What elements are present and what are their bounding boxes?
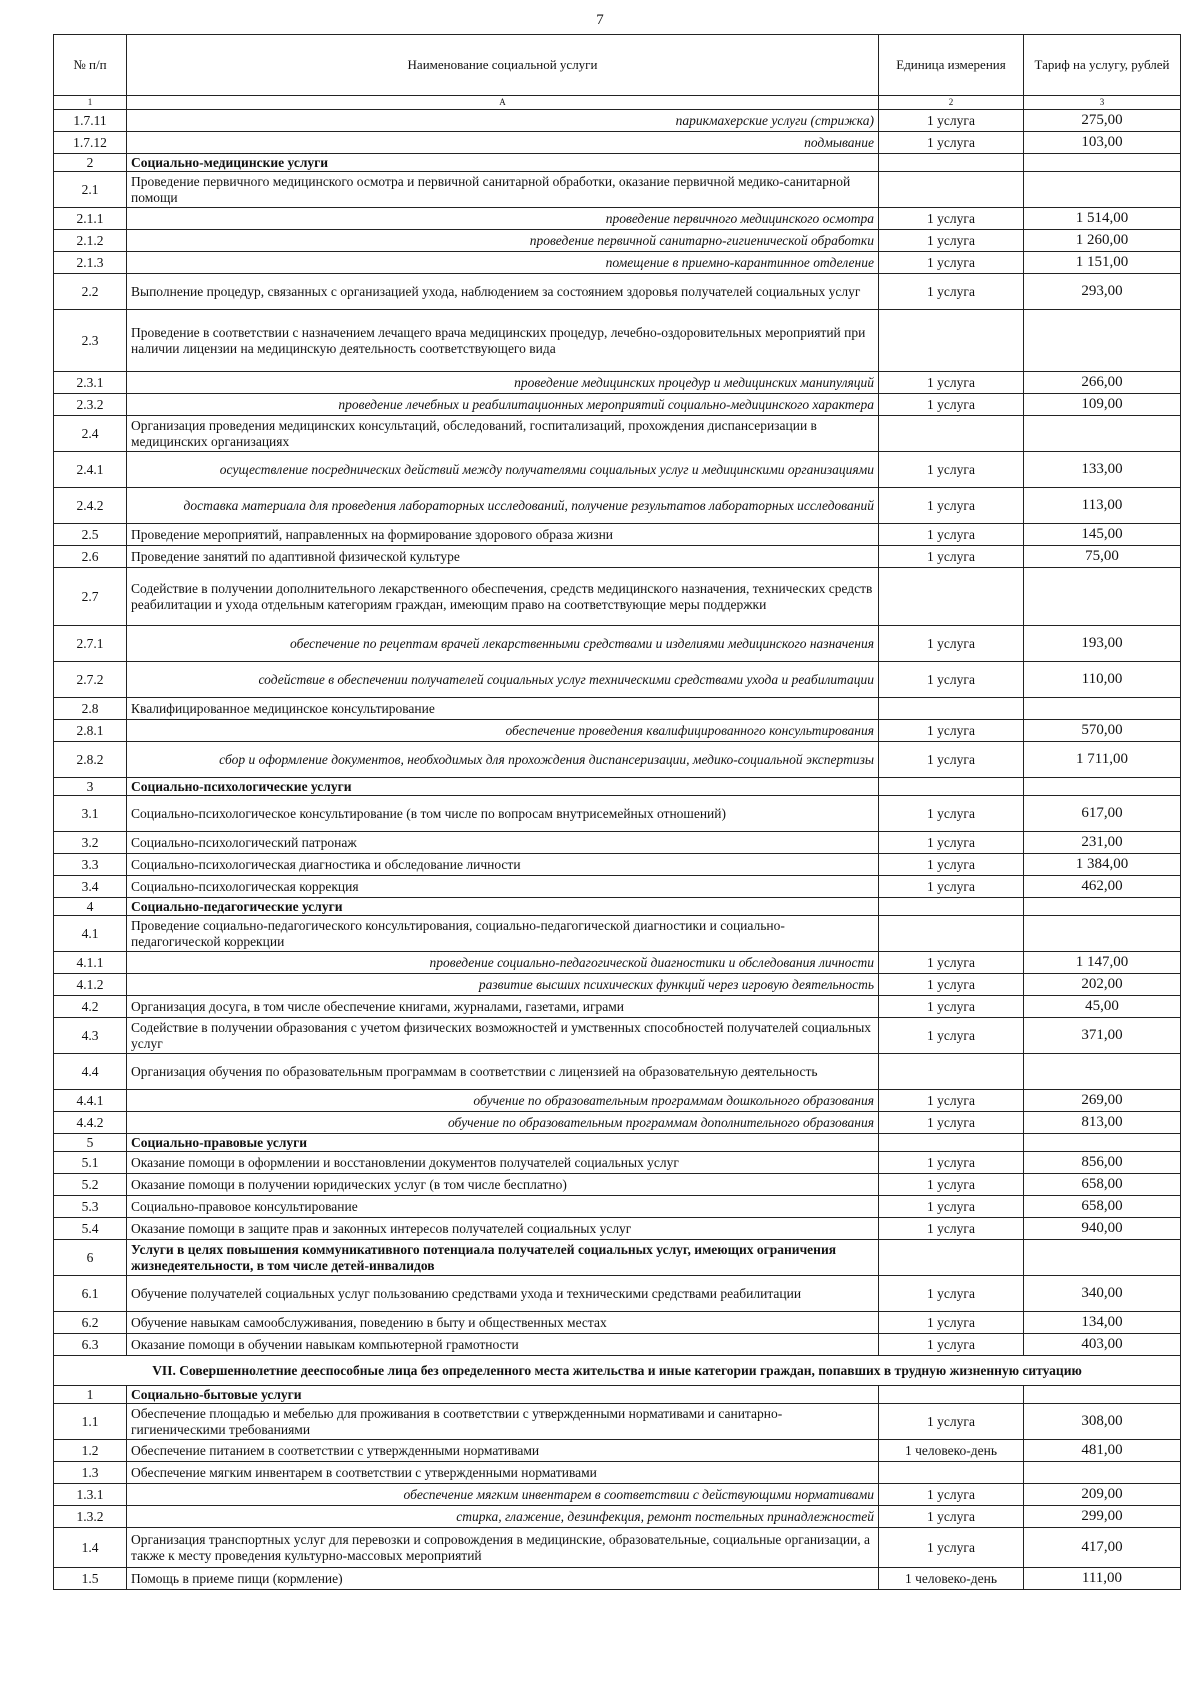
table-row	[54, 208, 1181, 230]
unit-cell: 1 услуга	[879, 952, 1024, 974]
row-number: 4.1.2	[54, 974, 127, 996]
service-name: Социально-педагогические услуги	[127, 898, 879, 916]
tariff-cell	[1024, 916, 1181, 952]
table-row	[54, 1312, 1181, 1334]
row-number: 1.7.12	[54, 132, 127, 154]
table-header-row	[54, 35, 1181, 96]
table-row	[54, 1174, 1181, 1196]
table-row	[54, 1152, 1181, 1174]
tariff-cell	[1024, 1462, 1181, 1484]
tariff-cell: 1 384,00	[1024, 854, 1181, 876]
row-number: 1	[54, 1386, 127, 1404]
tariff-cell: 275,00	[1024, 110, 1181, 132]
tariff-cell: 1 711,00	[1024, 742, 1181, 778]
service-name: Услуги в целях повышения коммуникативного потенциала получателей социальных услуг, имеющих ограничения жизнедеятельности, в том числе детей-инвалидов	[127, 1240, 879, 1276]
row-number: 3.1	[54, 796, 127, 832]
row-number: 2.4	[54, 416, 127, 452]
unit-cell: 1 услуга	[879, 1312, 1024, 1334]
row-number: 2.3.2	[54, 394, 127, 416]
tariff-cell	[1024, 698, 1181, 720]
row-number: 2.3	[54, 310, 127, 372]
tariff-cell: 1 147,00	[1024, 952, 1181, 974]
tariff-cell	[1024, 568, 1181, 626]
service-name: Социально-бытовые услуги	[127, 1386, 879, 1404]
tariff-cell: 103,00	[1024, 132, 1181, 154]
table-row	[54, 132, 1181, 154]
row-number: 3.4	[54, 876, 127, 898]
row-number: 4	[54, 898, 127, 916]
tariff-cell: 856,00	[1024, 1152, 1181, 1174]
row-number: 5.3	[54, 1196, 127, 1218]
tariff-cell: 110,00	[1024, 662, 1181, 698]
unit-cell: 1 услуга	[879, 832, 1024, 854]
column-index-row	[54, 96, 1181, 110]
tariff-cell: 109,00	[1024, 394, 1181, 416]
section-row	[54, 154, 1181, 172]
service-name: Оказание помощи в обучении навыкам компьютерной грамотности	[127, 1334, 879, 1356]
service-name: Обеспечение площадью и мебелью для проживания в соответствии с утвержденными нормативами и санитарно-гигиеническими требованиями	[127, 1404, 879, 1440]
chapter-title: VII. Совершеннолетние дееспособные лица без определенного места жительства и иные категории граждан, попавших в трудную жизненную ситуацию	[54, 1356, 1181, 1386]
tariff-cell: 481,00	[1024, 1440, 1181, 1462]
section-row	[54, 1134, 1181, 1152]
table-row	[54, 1334, 1181, 1356]
tariff-cell: 113,00	[1024, 488, 1181, 524]
service-name: Оказание помощи в получении юридических услуг (в том числе бесплатно)	[127, 1174, 879, 1196]
service-name: обеспечение проведения квалифицированного консультирования	[127, 720, 879, 742]
unit-cell	[879, 416, 1024, 452]
unit-cell	[879, 698, 1024, 720]
tariff-cell: 293,00	[1024, 274, 1181, 310]
unit-cell: 1 услуга	[879, 854, 1024, 876]
unit-cell: 1 услуга	[879, 720, 1024, 742]
service-name: Организация обучения по образовательным программам в соответствии с лицензией на образовательную деятельность	[127, 1054, 879, 1090]
tariff-cell: 940,00	[1024, 1218, 1181, 1240]
row-number: 1.2	[54, 1440, 127, 1462]
service-name: Содействие в получении образования с учетом физических возможностей и умственных способностей получателей социальных услуг	[127, 1018, 879, 1054]
service-name: проведение лечебных и реабилитационных мероприятий социально-медицинского характера	[127, 394, 879, 416]
row-number: 4.3	[54, 1018, 127, 1054]
table-row	[54, 1018, 1181, 1054]
row-number: 2.1.2	[54, 230, 127, 252]
table-row	[54, 742, 1181, 778]
unit-cell	[879, 1054, 1024, 1090]
service-name: Проведение в соответствии с назначением лечащего врача медицинских процедур, лечебно-оздоровительных мероприятий при наличии лицензии на медицинскую деятельность соответствующего вида	[127, 310, 879, 372]
tariff-cell: 462,00	[1024, 876, 1181, 898]
service-name: Социально-психологический патронаж	[127, 832, 879, 854]
unit-cell: 1 услуга	[879, 1484, 1024, 1506]
chapter-row	[54, 1356, 1181, 1386]
unit-cell	[879, 310, 1024, 372]
table-row	[54, 1054, 1181, 1090]
table-row	[54, 1462, 1181, 1484]
table-row	[54, 1090, 1181, 1112]
service-name: Организация транспортных услуг для перевозки и сопровождения в медицинские, образовательные, социальные организации, а также к месту проведения культурно-массовых мероприятий	[127, 1528, 879, 1568]
tariff-cell: 299,00	[1024, 1506, 1181, 1528]
unit-cell: 1 услуга	[879, 1506, 1024, 1528]
section-row	[54, 1386, 1181, 1404]
tariff-cell: 134,00	[1024, 1312, 1181, 1334]
tariff-cell: 658,00	[1024, 1174, 1181, 1196]
service-name: Проведение социально-педагогического консультирования, социально-педагогической диагностики и социально-педагогической коррекции	[127, 916, 879, 952]
table-row	[54, 172, 1181, 208]
service-name: доставка материала для проведения лабораторных исследований, получение результатов лабораторных исследований	[127, 488, 879, 524]
unit-cell: 1 услуга	[879, 1018, 1024, 1054]
tariff-table	[53, 34, 1181, 1590]
table-row	[54, 952, 1181, 974]
row-number: 6.3	[54, 1334, 127, 1356]
table-row	[54, 974, 1181, 996]
tariff-cell: 209,00	[1024, 1484, 1181, 1506]
row-number: 2.8.1	[54, 720, 127, 742]
row-number: 6.2	[54, 1312, 127, 1334]
unit-cell	[879, 916, 1024, 952]
unit-cell: 1 услуга	[879, 274, 1024, 310]
row-number: 2.8	[54, 698, 127, 720]
row-number: 2.8.2	[54, 742, 127, 778]
table-row	[54, 832, 1181, 854]
tariff-cell	[1024, 1134, 1181, 1152]
unit-cell: 1 услуга	[879, 230, 1024, 252]
unit-cell: 1 услуга	[879, 110, 1024, 132]
unit-cell	[879, 568, 1024, 626]
row-number: 2.7.1	[54, 626, 127, 662]
row-number: 4.2	[54, 996, 127, 1018]
table-row	[54, 1506, 1181, 1528]
tariff-cell: 1 260,00	[1024, 230, 1181, 252]
unit-cell: 1 услуга	[879, 742, 1024, 778]
unit-cell: 1 услуга	[879, 1404, 1024, 1440]
table-row	[54, 394, 1181, 416]
unit-cell: 1 услуга	[879, 1276, 1024, 1312]
tariff-cell	[1024, 1386, 1181, 1404]
unit-cell	[879, 154, 1024, 172]
unit-cell: 1 услуга	[879, 1112, 1024, 1134]
row-number: 2.6	[54, 546, 127, 568]
tariff-cell: 266,00	[1024, 372, 1181, 394]
row-number: 2.1.3	[54, 252, 127, 274]
row-number: 5.4	[54, 1218, 127, 1240]
table-row	[54, 796, 1181, 832]
row-number: 4.4.1	[54, 1090, 127, 1112]
unit-cell: 1 услуга	[879, 132, 1024, 154]
index-cell: А	[127, 96, 879, 110]
row-number: 5	[54, 1134, 127, 1152]
header-tariff: Тариф на услугу, рублей	[1024, 35, 1181, 96]
row-number: 3.3	[54, 854, 127, 876]
row-number: 6	[54, 1240, 127, 1276]
tariff-cell	[1024, 1240, 1181, 1276]
service-name: Содействие в получении дополнительного лекарственного обеспечения, средств медицинского назначения, технических средств реабилитации и ухода отдельным категориям граждан, имеющим право на соответствующие меры поддержки	[127, 568, 879, 626]
service-name: Социально-психологическая диагностика и обследование личности	[127, 854, 879, 876]
tariff-cell: 1 514,00	[1024, 208, 1181, 230]
service-name: Помощь в приеме пищи (кормление)	[127, 1568, 879, 1590]
unit-cell: 1 человеко-день	[879, 1568, 1024, 1590]
table-row	[54, 1218, 1181, 1240]
service-name: Социально-психологическое консультирование (в том числе по вопросам внутрисемейных отношений)	[127, 796, 879, 832]
tariff-cell: 403,00	[1024, 1334, 1181, 1356]
row-number: 6.1	[54, 1276, 127, 1312]
service-name: проведение первичной санитарно-гигиенической обработки	[127, 230, 879, 252]
service-name: Проведение мероприятий, направленных на формирование здорового образа жизни	[127, 524, 879, 546]
tariff-cell: 1 151,00	[1024, 252, 1181, 274]
row-number: 1.7.11	[54, 110, 127, 132]
table-row	[54, 1568, 1181, 1590]
row-number: 2	[54, 154, 127, 172]
service-name: помещение в приемно-карантинное отделение	[127, 252, 879, 274]
tariff-cell	[1024, 778, 1181, 796]
row-number: 1.1	[54, 1404, 127, 1440]
unit-cell: 1 услуга	[879, 394, 1024, 416]
service-name: Обучение навыкам самообслуживания, поведению в быту и общественных местах	[127, 1312, 879, 1334]
table-row	[54, 546, 1181, 568]
tariff-cell	[1024, 416, 1181, 452]
service-name: проведение первичного медицинского осмотра	[127, 208, 879, 230]
table-row	[54, 854, 1181, 876]
page-number: 7	[596, 12, 604, 28]
row-number: 4.1.1	[54, 952, 127, 974]
tariff-cell: 202,00	[1024, 974, 1181, 996]
service-name: Организация досуга, в том числе обеспечение книгами, журналами, газетами, играми	[127, 996, 879, 1018]
tariff-cell: 193,00	[1024, 626, 1181, 662]
service-name: Обеспечение мягким инвентарем в соответствии с утвержденными нормативами	[127, 1462, 879, 1484]
unit-cell: 1 услуга	[879, 974, 1024, 996]
index-cell: 2	[879, 96, 1024, 110]
service-name: парикмахерские услуги (стрижка)	[127, 110, 879, 132]
unit-cell: 1 услуга	[879, 546, 1024, 568]
table-row	[54, 230, 1181, 252]
service-name: обучение по образовательным программам дополнительного образования	[127, 1112, 879, 1134]
service-name: проведение медицинских процедур и медицинских манипуляций	[127, 372, 879, 394]
unit-cell	[879, 778, 1024, 796]
unit-cell: 1 услуга	[879, 252, 1024, 274]
table-row	[54, 916, 1181, 952]
unit-cell: 1 услуга	[879, 372, 1024, 394]
table-row	[54, 662, 1181, 698]
service-name: обучение по образовательным программам дошкольного образования	[127, 1090, 879, 1112]
unit-cell: 1 услуга	[879, 1196, 1024, 1218]
tariff-cell: 658,00	[1024, 1196, 1181, 1218]
tariff-cell: 340,00	[1024, 1276, 1181, 1312]
row-number: 3	[54, 778, 127, 796]
tariff-cell: 145,00	[1024, 524, 1181, 546]
service-name: подмывание	[127, 132, 879, 154]
table-row	[54, 372, 1181, 394]
tariff-cell: 813,00	[1024, 1112, 1181, 1134]
table-row	[54, 1196, 1181, 1218]
unit-cell: 1 услуга	[879, 488, 1024, 524]
service-name: Социально-правовое консультирование	[127, 1196, 879, 1218]
unit-cell: 1 услуга	[879, 1528, 1024, 1568]
header-num: № п/п	[54, 35, 127, 96]
unit-cell: 1 услуга	[879, 626, 1024, 662]
unit-cell	[879, 898, 1024, 916]
table-row	[54, 876, 1181, 898]
row-number: 1.3.1	[54, 1484, 127, 1506]
unit-cell: 1 услуга	[879, 662, 1024, 698]
index-cell: 1	[54, 96, 127, 110]
table-row	[54, 720, 1181, 742]
service-name: осуществление посреднических действий между получателями социальных услуг и медицинскими организациями	[127, 452, 879, 488]
row-number: 2.3.1	[54, 372, 127, 394]
tariff-cell	[1024, 310, 1181, 372]
unit-cell: 1 человеко-день	[879, 1440, 1024, 1462]
tariff-cell: 75,00	[1024, 546, 1181, 568]
tariff-cell: 269,00	[1024, 1090, 1181, 1112]
service-name: обеспечение мягким инвентарем в соответствии с действующими нормативами	[127, 1484, 879, 1506]
unit-cell: 1 услуга	[879, 1218, 1024, 1240]
row-number: 4.1	[54, 916, 127, 952]
tariff-cell: 617,00	[1024, 796, 1181, 832]
row-number: 5.1	[54, 1152, 127, 1174]
unit-cell: 1 услуга	[879, 796, 1024, 832]
tariff-cell: 371,00	[1024, 1018, 1181, 1054]
section-row	[54, 898, 1181, 916]
service-name: Оказание помощи в защите прав и законных интересов получателей социальных услуг	[127, 1218, 879, 1240]
unit-cell	[879, 1462, 1024, 1484]
service-name: Социально-медицинские услуги	[127, 154, 879, 172]
header-name: Наименование социальной услуги	[127, 35, 879, 96]
table-row	[54, 1528, 1181, 1568]
row-number: 1.3.2	[54, 1506, 127, 1528]
table-row	[54, 110, 1181, 132]
unit-cell: 1 услуга	[879, 1152, 1024, 1174]
service-name: Организация проведения медицинских консультаций, обследований, госпитализаций, прохождения диспансеризации в медицинских организациях	[127, 416, 879, 452]
service-name: сбор и оформление документов, необходимых для прохождения диспансеризации, медико-социальной экспертизы	[127, 742, 879, 778]
service-name: проведение социально-педагогической диагностики и обследования личности	[127, 952, 879, 974]
service-name: Проведение занятий по адаптивной физической культуре	[127, 546, 879, 568]
row-number: 1.5	[54, 1568, 127, 1590]
table-row	[54, 488, 1181, 524]
row-number: 2.2	[54, 274, 127, 310]
service-name: Выполнение процедур, связанных с организацией ухода, наблюдением за состоянием здоровья получателей социальных услуг	[127, 274, 879, 310]
unit-cell	[879, 1386, 1024, 1404]
unit-cell	[879, 172, 1024, 208]
unit-cell: 1 услуга	[879, 876, 1024, 898]
unit-cell: 1 услуга	[879, 1174, 1024, 1196]
row-number: 4.4.2	[54, 1112, 127, 1134]
table-row	[54, 1112, 1181, 1134]
unit-cell: 1 услуга	[879, 524, 1024, 546]
row-number: 2.7.2	[54, 662, 127, 698]
table-row	[54, 1440, 1181, 1462]
table-row	[54, 568, 1181, 626]
row-number: 2.4.2	[54, 488, 127, 524]
section-row	[54, 778, 1181, 796]
row-number: 4.4	[54, 1054, 127, 1090]
tariff-cell	[1024, 172, 1181, 208]
table-row	[54, 252, 1181, 274]
service-name: Квалифицированное медицинское консультирование	[127, 698, 879, 720]
service-name: содействие в обеспечении получателей социальных услуг техническими средствами ухода и реабилитации	[127, 662, 879, 698]
table-row	[54, 524, 1181, 546]
unit-cell: 1 услуга	[879, 208, 1024, 230]
row-number: 2.4.1	[54, 452, 127, 488]
table-row	[54, 1276, 1181, 1312]
tariff-cell: 111,00	[1024, 1568, 1181, 1590]
unit-cell: 1 услуга	[879, 1334, 1024, 1356]
service-name: Обеспечение питанием в соответствии с утвержденными нормативами	[127, 1440, 879, 1462]
table-row	[54, 1484, 1181, 1506]
section-row	[54, 1240, 1181, 1276]
service-name: Оказание помощи в оформлении и восстановлении документов получателей социальных услуг	[127, 1152, 879, 1174]
row-number: 5.2	[54, 1174, 127, 1196]
tariff-cell: 133,00	[1024, 452, 1181, 488]
row-number: 1.4	[54, 1528, 127, 1568]
tariff-cell: 417,00	[1024, 1528, 1181, 1568]
tariff-cell	[1024, 898, 1181, 916]
row-number: 2.5	[54, 524, 127, 546]
table-body	[54, 110, 1181, 1590]
row-number: 1.3	[54, 1462, 127, 1484]
service-name: обеспечение по рецептам врачей лекарственными средствами и изделиями медицинского назначения	[127, 626, 879, 662]
row-number: 2.7	[54, 568, 127, 626]
tariff-cell: 231,00	[1024, 832, 1181, 854]
tariff-cell	[1024, 1054, 1181, 1090]
table-row	[54, 310, 1181, 372]
unit-cell: 1 услуга	[879, 996, 1024, 1018]
unit-cell	[879, 1240, 1024, 1276]
service-name: Социально-психологические услуги	[127, 778, 879, 796]
header-unit: Единица измерения	[879, 35, 1024, 96]
service-name: Социально-психологическая коррекция	[127, 876, 879, 898]
table-row	[54, 698, 1181, 720]
table-row	[54, 1404, 1181, 1440]
service-name: Обучение получателей социальных услуг пользованию средствами ухода и техническими средствами реабилитации	[127, 1276, 879, 1312]
unit-cell	[879, 1134, 1024, 1152]
tariff-cell: 570,00	[1024, 720, 1181, 742]
service-name: Социально-правовые услуги	[127, 1134, 879, 1152]
tariff-cell: 45,00	[1024, 996, 1181, 1018]
unit-cell: 1 услуга	[879, 1090, 1024, 1112]
row-number: 3.2	[54, 832, 127, 854]
unit-cell: 1 услуга	[879, 452, 1024, 488]
index-cell: 3	[1024, 96, 1181, 110]
table-row	[54, 452, 1181, 488]
table-row	[54, 416, 1181, 452]
service-name: развитие высших психических функций через игровую деятельность	[127, 974, 879, 996]
tariff-cell	[1024, 154, 1181, 172]
service-name: Проведение первичного медицинского осмотра и первичной санитарной обработки, оказание первичной медико-санитарной помощи	[127, 172, 879, 208]
row-number: 2.1.1	[54, 208, 127, 230]
table-row	[54, 996, 1181, 1018]
tariff-cell: 308,00	[1024, 1404, 1181, 1440]
row-number: 2.1	[54, 172, 127, 208]
service-name: стирка, глажение, дезинфекция, ремонт постельных принадлежностей	[127, 1506, 879, 1528]
table-row	[54, 274, 1181, 310]
table-row	[54, 626, 1181, 662]
